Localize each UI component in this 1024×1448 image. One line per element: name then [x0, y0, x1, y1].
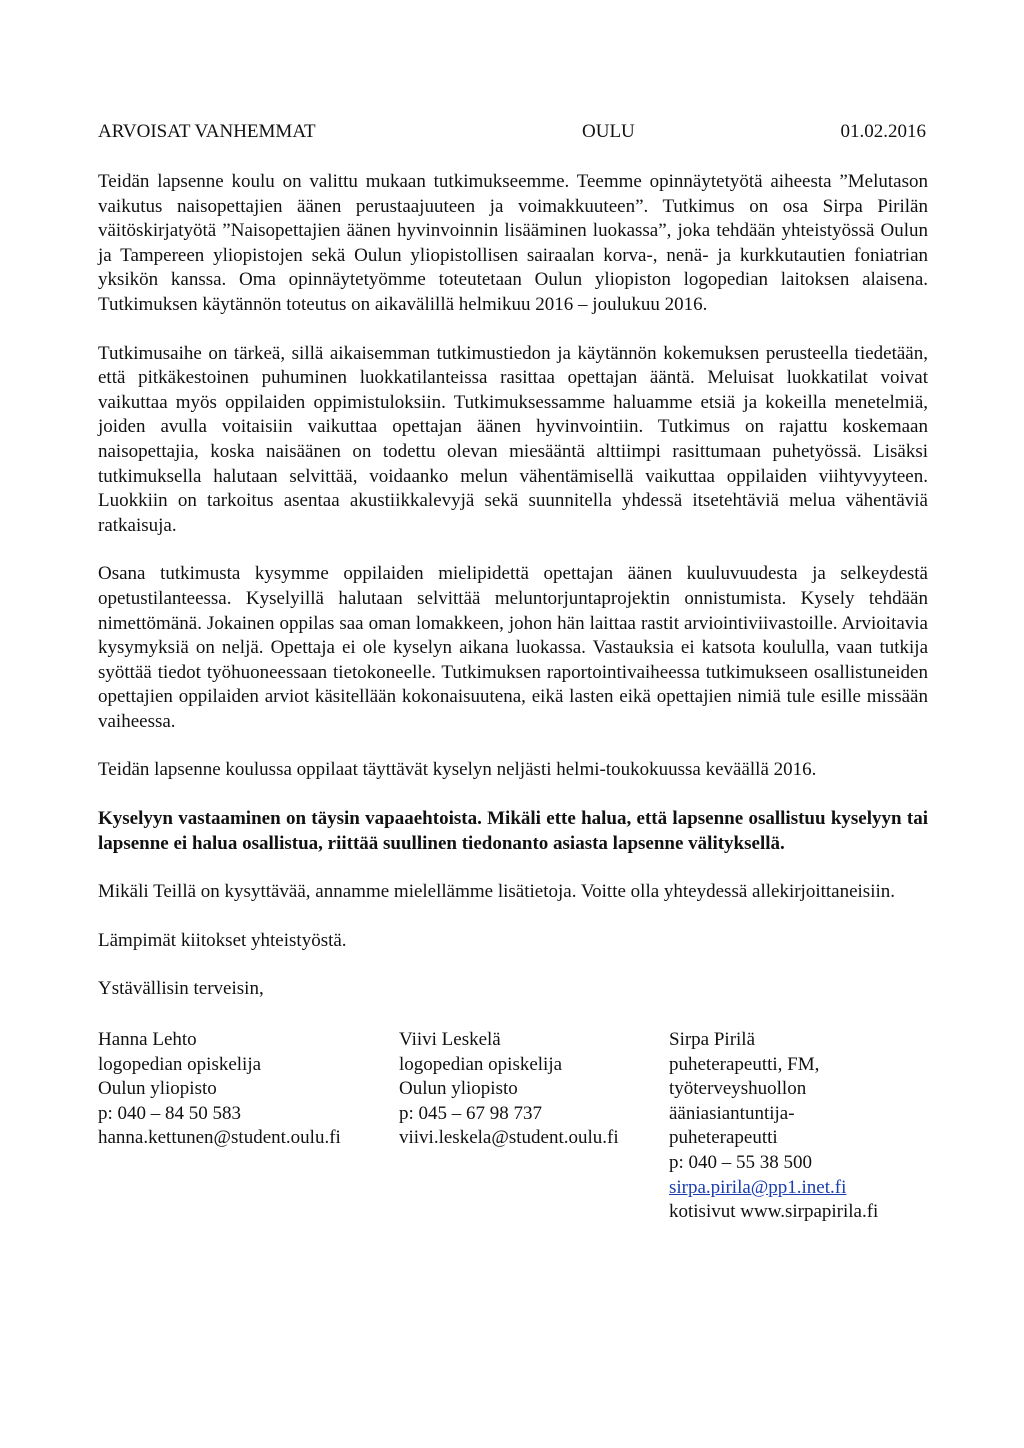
signatory-title: puheterapeutti, FM, [669, 1053, 820, 1075]
signature-block [98, 1028, 928, 1228]
paragraph-survey: Osana tutkimusta kysymme oppilaiden mielipidettä opettajan äänen kuuluvuudesta ja selkeydestä opetustilanteessa. Kyselyillä halutaan selvittää meluntorjuntaprojektin onnistumista. Kysely tehdään nimettömänä. Jokainen oppilas saa oman lomakkeen, johon hän laittaa rastit arviointiviivastoille. Arvioitavia kysymyksiä on neljä. Opettaja ei ole kyselyn aikana luokassa. Vastauksia ei katsota koululla, vaan tutkija syöttää tiedot työhuoneessaan tietokoneelle. Tutkimuksen raportointivaiheessa tutkimukseen osallistuneiden opettajien oppilaiden arviot käsitellään kokonaisuutena, eikä lasten eikä opettajien nimiä tule esille missään vaiheessa. [98, 563, 928, 732]
paragraph-intro: Teidän lapsenne koulu on valittu mukaan tutkimukseemme. Teemme opinnäytetyötä aiheesta ”Melutason vaikutus naisopettajien äänen perustaajuuteen ja voimakkuuteen”. Tutkimus on osa Sirpa Pirilän väitöskirjatyötä ”Naisopettajien äänen hyvinvoinnin lisääminen luokassa”, joka tehdään yhteistyössä Oulun ja Tampereen yliopistojen sekä Oulun yliopistollisen sairaalan korva-, nenä- ja kurkkutautien foniatrian yksikön kanssa. Oma opinnäytetyömme toteutetaan Oulun yliopiston logopedian laitoksen alaisena. Tutkimuksen käytännön toteutus on aikavälillä helmikuu 2016 – joulukuu 2016. [98, 171, 928, 315]
letter-header [98, 120, 928, 146]
signatory-title-4: puheterapeutti [669, 1127, 778, 1149]
thanks-line: Lämpimät kiitokset yhteistyöstä. [98, 929, 347, 951]
signatory-phone: p: 040 – 55 38 500 [669, 1152, 813, 1173]
signatory-viivi [399, 1028, 619, 1151]
closing-line: Ystävällisin terveisin, [98, 978, 264, 1000]
salutation: ARVOISAT VANHEMMAT [98, 121, 316, 142]
letter-date: 01.02.2016 [840, 121, 926, 142]
voluntary-notice: Kyselyyn vastaaminen on täysin vapaaehtoista. Mikäli ette halua, että lapsenne osallistuu kyselyyn tai lapsenne ei halua osallistua, riittää suullinen tiedonanto asiasta lapsenne välityksellä. [98, 808, 928, 854]
paragraph-schedule: Teidän lapsenne koulussa oppilaat täyttävät kyselyn neljästi helmi-toukokuussa keväällä 2016. [98, 759, 817, 781]
paragraph-rationale: Tutkimusaihe on tärkeä, sillä aikaisemman tutkimustiedon ja käytännön kokemuksen perusteella tiedetään, että pitkäkestoinen puhuminen luokkatilanteissa rasittaa opettajan ääntä. Meluisat luokkatilat voivat vaikuttaa myös oppilaiden oppimistuloksiin. Tutkimuksessamme haluamme etsiä ja kokeilla menetelmiä, joiden avulla voitaisiin vaikuttaa opettajan äänen hyvinvointiin. Tutkimus on rajattu koskemaan naisopettajia, koska naisäänen on todettu olevan miesääntä alttiimpi rasittumaan puhetyössä. Lisäksi tutkimuksella halutaan selvittää, voidaanko melun vähentämisellä vaikuttaa oppilaiden viihtyvyyteen. Luokkiin on tarkoitus asentaa akustiikkalevyjä sekä suunnitella yhdessä itsetehtäviä melua vähentäviä ratkaisuja. [98, 342, 928, 536]
signatory-org: Oulun yliopisto [399, 1078, 518, 1100]
signatory-title: logopedian opiskelija [98, 1053, 262, 1075]
signatory-website: kotisivut www.sirpapirila.fi [669, 1201, 879, 1223]
city: OULU [582, 121, 635, 142]
signatory-sirpa [669, 1028, 878, 1225]
email-link[interactable]: sirpa.pirila@pp1.inet.fi [669, 1176, 847, 1198]
signatory-name: Viivi Leskelä [399, 1029, 501, 1051]
signatory-title-3: ääniasiantuntija- [669, 1102, 795, 1124]
signatory-email: hanna.kettunen@student.oulu.fi [98, 1127, 341, 1149]
signatory-phone: p: 040 – 84 50 583 [98, 1102, 242, 1124]
signatory-phone: p: 045 – 67 98 737 [399, 1102, 543, 1124]
signatory-org: Oulun yliopisto [98, 1078, 217, 1100]
signatory-email: viivi.leskela@student.oulu.fi [399, 1127, 619, 1149]
contact-paragraph: Mikäli Teillä on kysyttävää, annamme mielellämme lisätietoja. Voitte olla yhteydessä allekirjoittaneisiin. [98, 881, 896, 903]
letter [98, 120, 928, 1228]
signatory-name: Sirpa Pirilä [669, 1029, 756, 1051]
signatory-title-2: työterveyshuollon [669, 1078, 807, 1100]
signatory-title: logopedian opiskelija [399, 1053, 563, 1075]
signatory-hanna [98, 1028, 341, 1151]
signatory-name: Hanna Lehto [98, 1029, 197, 1051]
